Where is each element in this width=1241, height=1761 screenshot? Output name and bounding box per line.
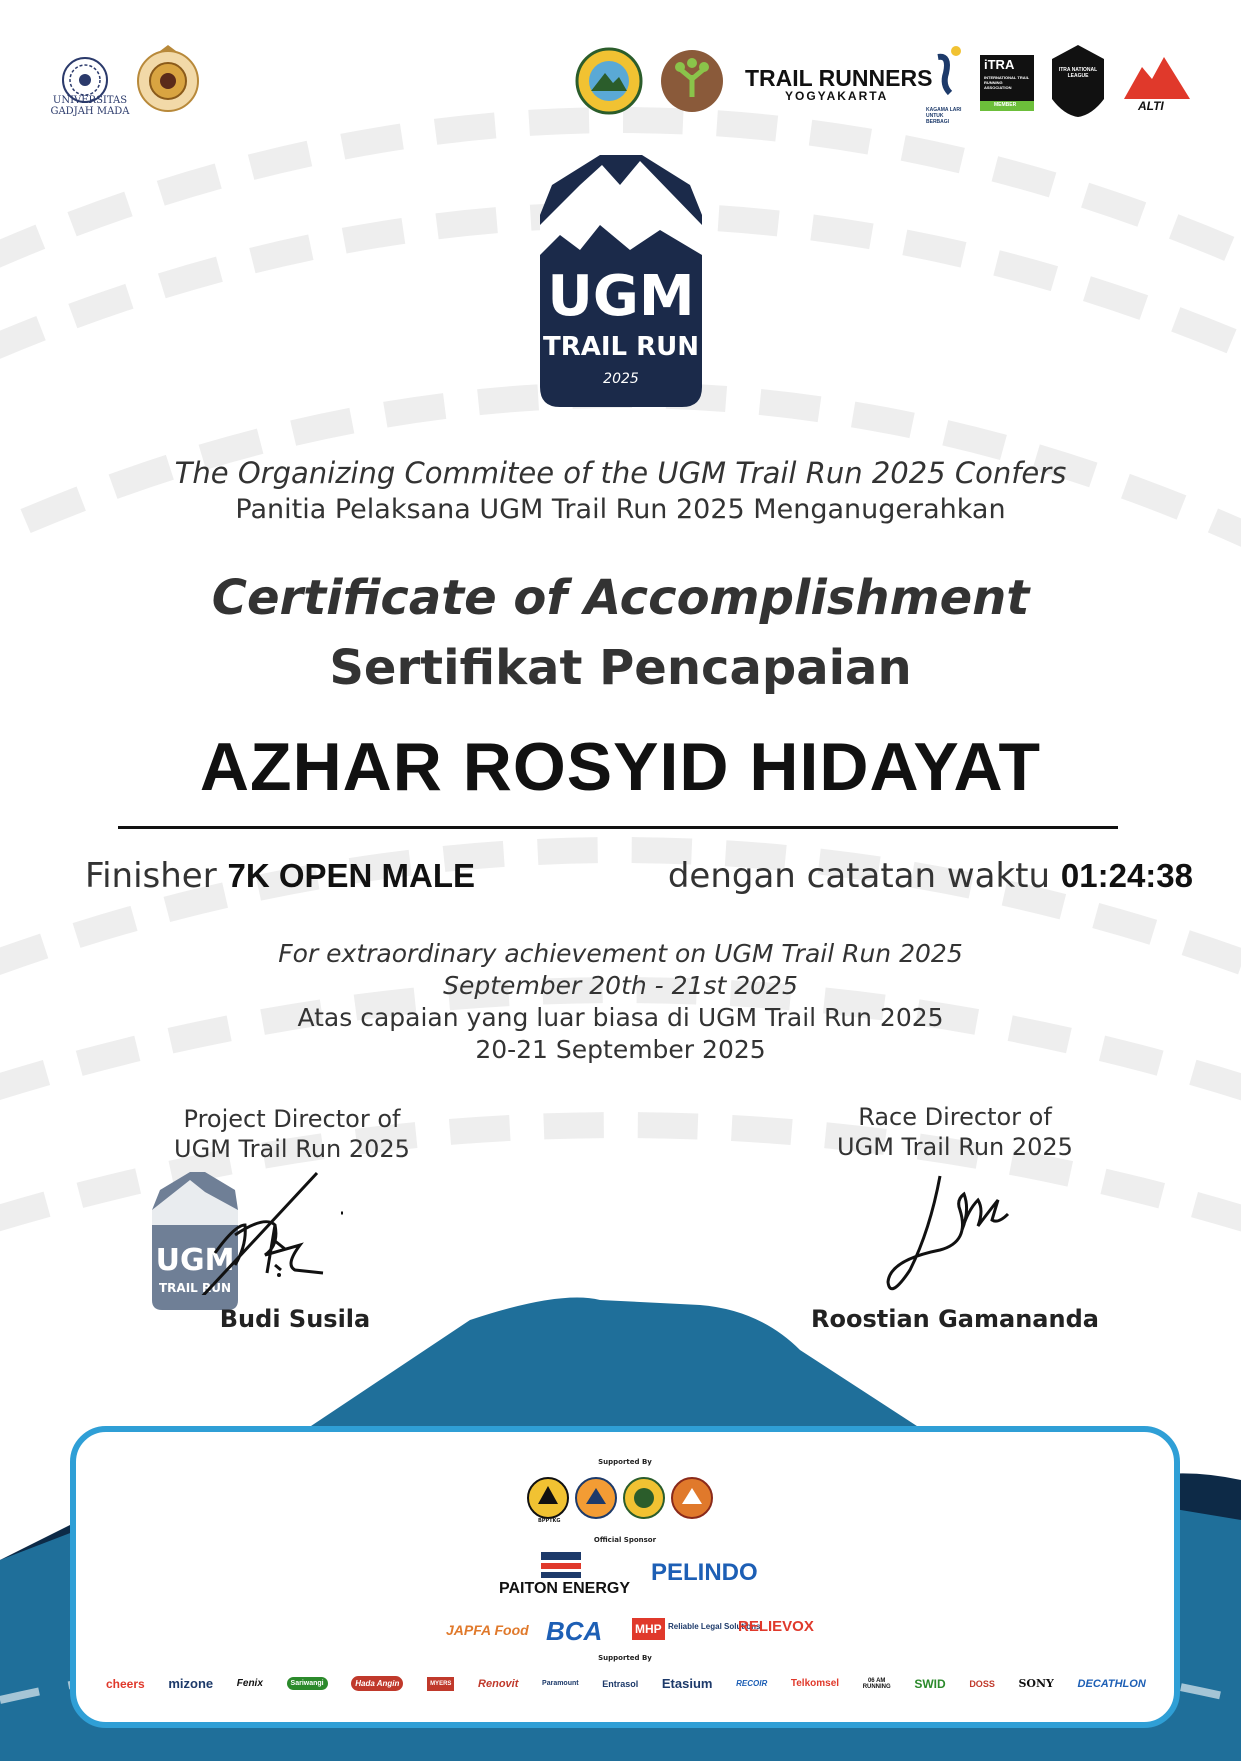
- taman-nasional-logo: [575, 47, 643, 115]
- supporter-caption: BPPTKG: [538, 1518, 561, 1524]
- japfa-logo: JAPFA Food: [446, 1622, 529, 1638]
- race-category: 7K OPEN MALE: [227, 857, 476, 894]
- partner-logos: TRAIL RUNNERS YOGYAKARTA KAGAMA LARI UNTUK BERBAGI iTRA INTERNATIONAL TRAIL RUNNING ASSOCIATION MEMBER ITRA NATIONAL LEAGUE ALTI: [570, 45, 1200, 120]
- official-sponsor-label: Official Sponsor: [593, 1536, 657, 1544]
- kraton-seal-icon: [135, 45, 201, 115]
- race-director-title: Race Director of UGM Trail Run 2025: [837, 1103, 1073, 1161]
- time-label: dengan catatan waktu: [667, 856, 1051, 896]
- alti-logo: [1122, 49, 1192, 103]
- svg-text:TRAIL RUN: TRAIL RUN: [158, 1281, 232, 1295]
- achievement-en-line2: September 20th - 21st 2025: [443, 971, 798, 1000]
- logo-title-trail-run: TRAIL RUN: [542, 332, 700, 362]
- certificate-title-id: Sertifikat Pencapaian: [329, 640, 912, 696]
- recipient-name: AZHAR ROSYID HIDAYAT: [199, 729, 1042, 805]
- logo-year: 2025: [603, 371, 639, 387]
- name-underline: [118, 826, 1118, 829]
- project-director-name: Budi Susila: [219, 1305, 371, 1333]
- certificate-title-en: Certificate of Accomplishment: [211, 570, 1030, 626]
- logo-title-ugm: UGM: [547, 264, 695, 329]
- budi-susila-signature: [175, 1165, 375, 1295]
- green-tree-logo: [660, 49, 724, 113]
- mhp-logo: MHP: [632, 1618, 665, 1640]
- university-name: UNIVERSITAS GADJAH MADA: [50, 95, 130, 117]
- paiton-energy-icon: [541, 1552, 581, 1578]
- trail-runners-logo: TRAIL RUNNERS: [745, 65, 933, 91]
- itra-national-league-logo: [1052, 45, 1104, 117]
- race-director-name: Roostian Gamananda: [811, 1305, 1099, 1333]
- kagama-footprint-logo: [928, 45, 968, 115]
- relievox-logo: RELIEVOX: [738, 1618, 814, 1635]
- supporter-brand-row: cheers mizone Fenix Sariwangi Hada Angin MYERS Renovit Paramount Entrasol Etasium RECOIR Telkomsel 06 AM RUNNING SWID DOSS SONY DECATHLON: [106, 1676, 1146, 1691]
- reliable-legal-logo: Reliable Legal Solutions: [668, 1622, 761, 1631]
- supported-by-label: Supported By: [598, 1458, 652, 1466]
- ugm-trail-run-logo: [540, 155, 702, 407]
- finisher-label: Finisher: [85, 856, 217, 896]
- confers-en: The Organizing Commitee of the UGM Trail Run 2025 Confers: [174, 456, 1067, 490]
- roostian-gamananda-signature: [880, 1170, 1020, 1310]
- project-director-title: Project Director of UGM Trail Run 2025: [174, 1105, 410, 1163]
- finish-time-line: [668, 856, 1193, 896]
- sponsor-panel: [70, 1426, 1180, 1728]
- supporter-seals: [526, 1474, 716, 1524]
- svg-text:UGM: UGM: [155, 1243, 235, 1278]
- achievement-en-line1: For extraordinary achievement on UGM Trail Run 2025: [278, 939, 963, 968]
- achievement-id-line1: Atas capaian yang luar biasa di UGM Trail Run 2025: [297, 1003, 944, 1032]
- paiton-energy-logo: PAITON ENERGY: [499, 1580, 630, 1597]
- bca-logo: BCA: [546, 1616, 603, 1646]
- supported-by-label-2: Supported By: [598, 1654, 652, 1662]
- pelindo-logo: PELINDO: [651, 1559, 758, 1586]
- finisher-line: [85, 856, 475, 896]
- achievement-id-line2: 20-21 September 2025: [475, 1035, 766, 1064]
- finish-time: 01:24:38: [1060, 857, 1193, 894]
- confers-id: Panitia Pelaksana UGM Trail Run 2025 Menganugerahkan: [235, 494, 1006, 525]
